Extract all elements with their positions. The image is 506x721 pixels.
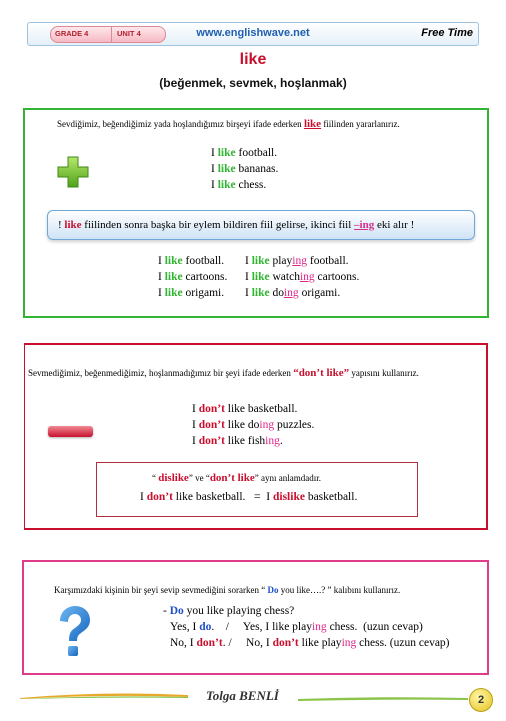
page-subtitle: (beğenmek, sevmek, hoşlanmak)	[159, 76, 347, 90]
pair-left-2: I like cartoons.	[158, 271, 228, 283]
topic-label: Free Time	[421, 27, 473, 39]
website-link[interactable]: www.englishwave.net	[196, 27, 310, 39]
page-title: like	[239, 51, 267, 68]
author-name: Tolga BENLİ	[206, 688, 279, 703]
header-bar	[27, 22, 479, 46]
grade-label: GRADE 4	[55, 29, 89, 38]
like-example-1: I like football.	[211, 147, 278, 159]
pair-right-3: I like doing origami.	[245, 287, 341, 299]
dont-like-example-1: I don’t like basketball.	[192, 403, 298, 415]
ing-rule-text: ! like fiilinden sonra başka bir eylem bildiren fiil gelirse, ikinci fiil –ing eki alır !	[58, 219, 415, 231]
footer-swoosh-left	[20, 692, 188, 699]
dislike-note: “ dislike” ve “don’t like” aynı anlamdadır.	[152, 472, 321, 484]
footer-swoosh-right	[298, 696, 468, 702]
minus-icon	[48, 426, 93, 437]
dislike-equivalence: I don’t like basketball. = I dislike basketball.	[140, 491, 358, 503]
dislike-note-box	[96, 462, 418, 517]
dont-like-example-2: I don’t like doing puzzles.	[192, 419, 315, 431]
like-intro: Sevdiğimiz, beğendiğimiz yada hoşlandığımız birşeyi ifade ederken like fiilinden yararlanırız.	[57, 118, 400, 130]
question-mark-icon	[54, 605, 94, 659]
unit-label: UNIT 4	[117, 29, 141, 38]
question-example: - Do you like playing chess?	[163, 605, 295, 617]
pair-right-2: I like watching cartoons.	[245, 271, 360, 283]
like-example-3: I like chess.	[211, 179, 267, 191]
plus-icon	[57, 156, 89, 188]
pair-right-1: I like playing football.	[245, 255, 349, 267]
page-number-badge: 2	[469, 688, 493, 712]
like-example-2: I like bananas.	[211, 163, 279, 175]
dont-like-intro: Sevmediğimiz, beğenmediğimiz, hoşlanmadığımız bir şeyi ifade ederken “don’t like” yapısını kullanırız.	[28, 367, 419, 379]
answer-no: No, I don’t. / No, I don’t like playing chess. (uzun cevap)	[170, 637, 450, 649]
question-intro: Karşımızdaki kişinin bir şeyi sevip sevmediğini sorarken “ Do you like….? ” kalıbını kullanırız.	[54, 585, 401, 595]
answer-yes: Yes, I do. / Yes, I like playing chess. (uzun cevap)	[170, 621, 423, 633]
dont-like-example-3: I don’t like fishing.	[192, 435, 283, 447]
pair-left-1: I like football.	[158, 255, 225, 267]
pair-left-3: I like origami.	[158, 287, 225, 299]
